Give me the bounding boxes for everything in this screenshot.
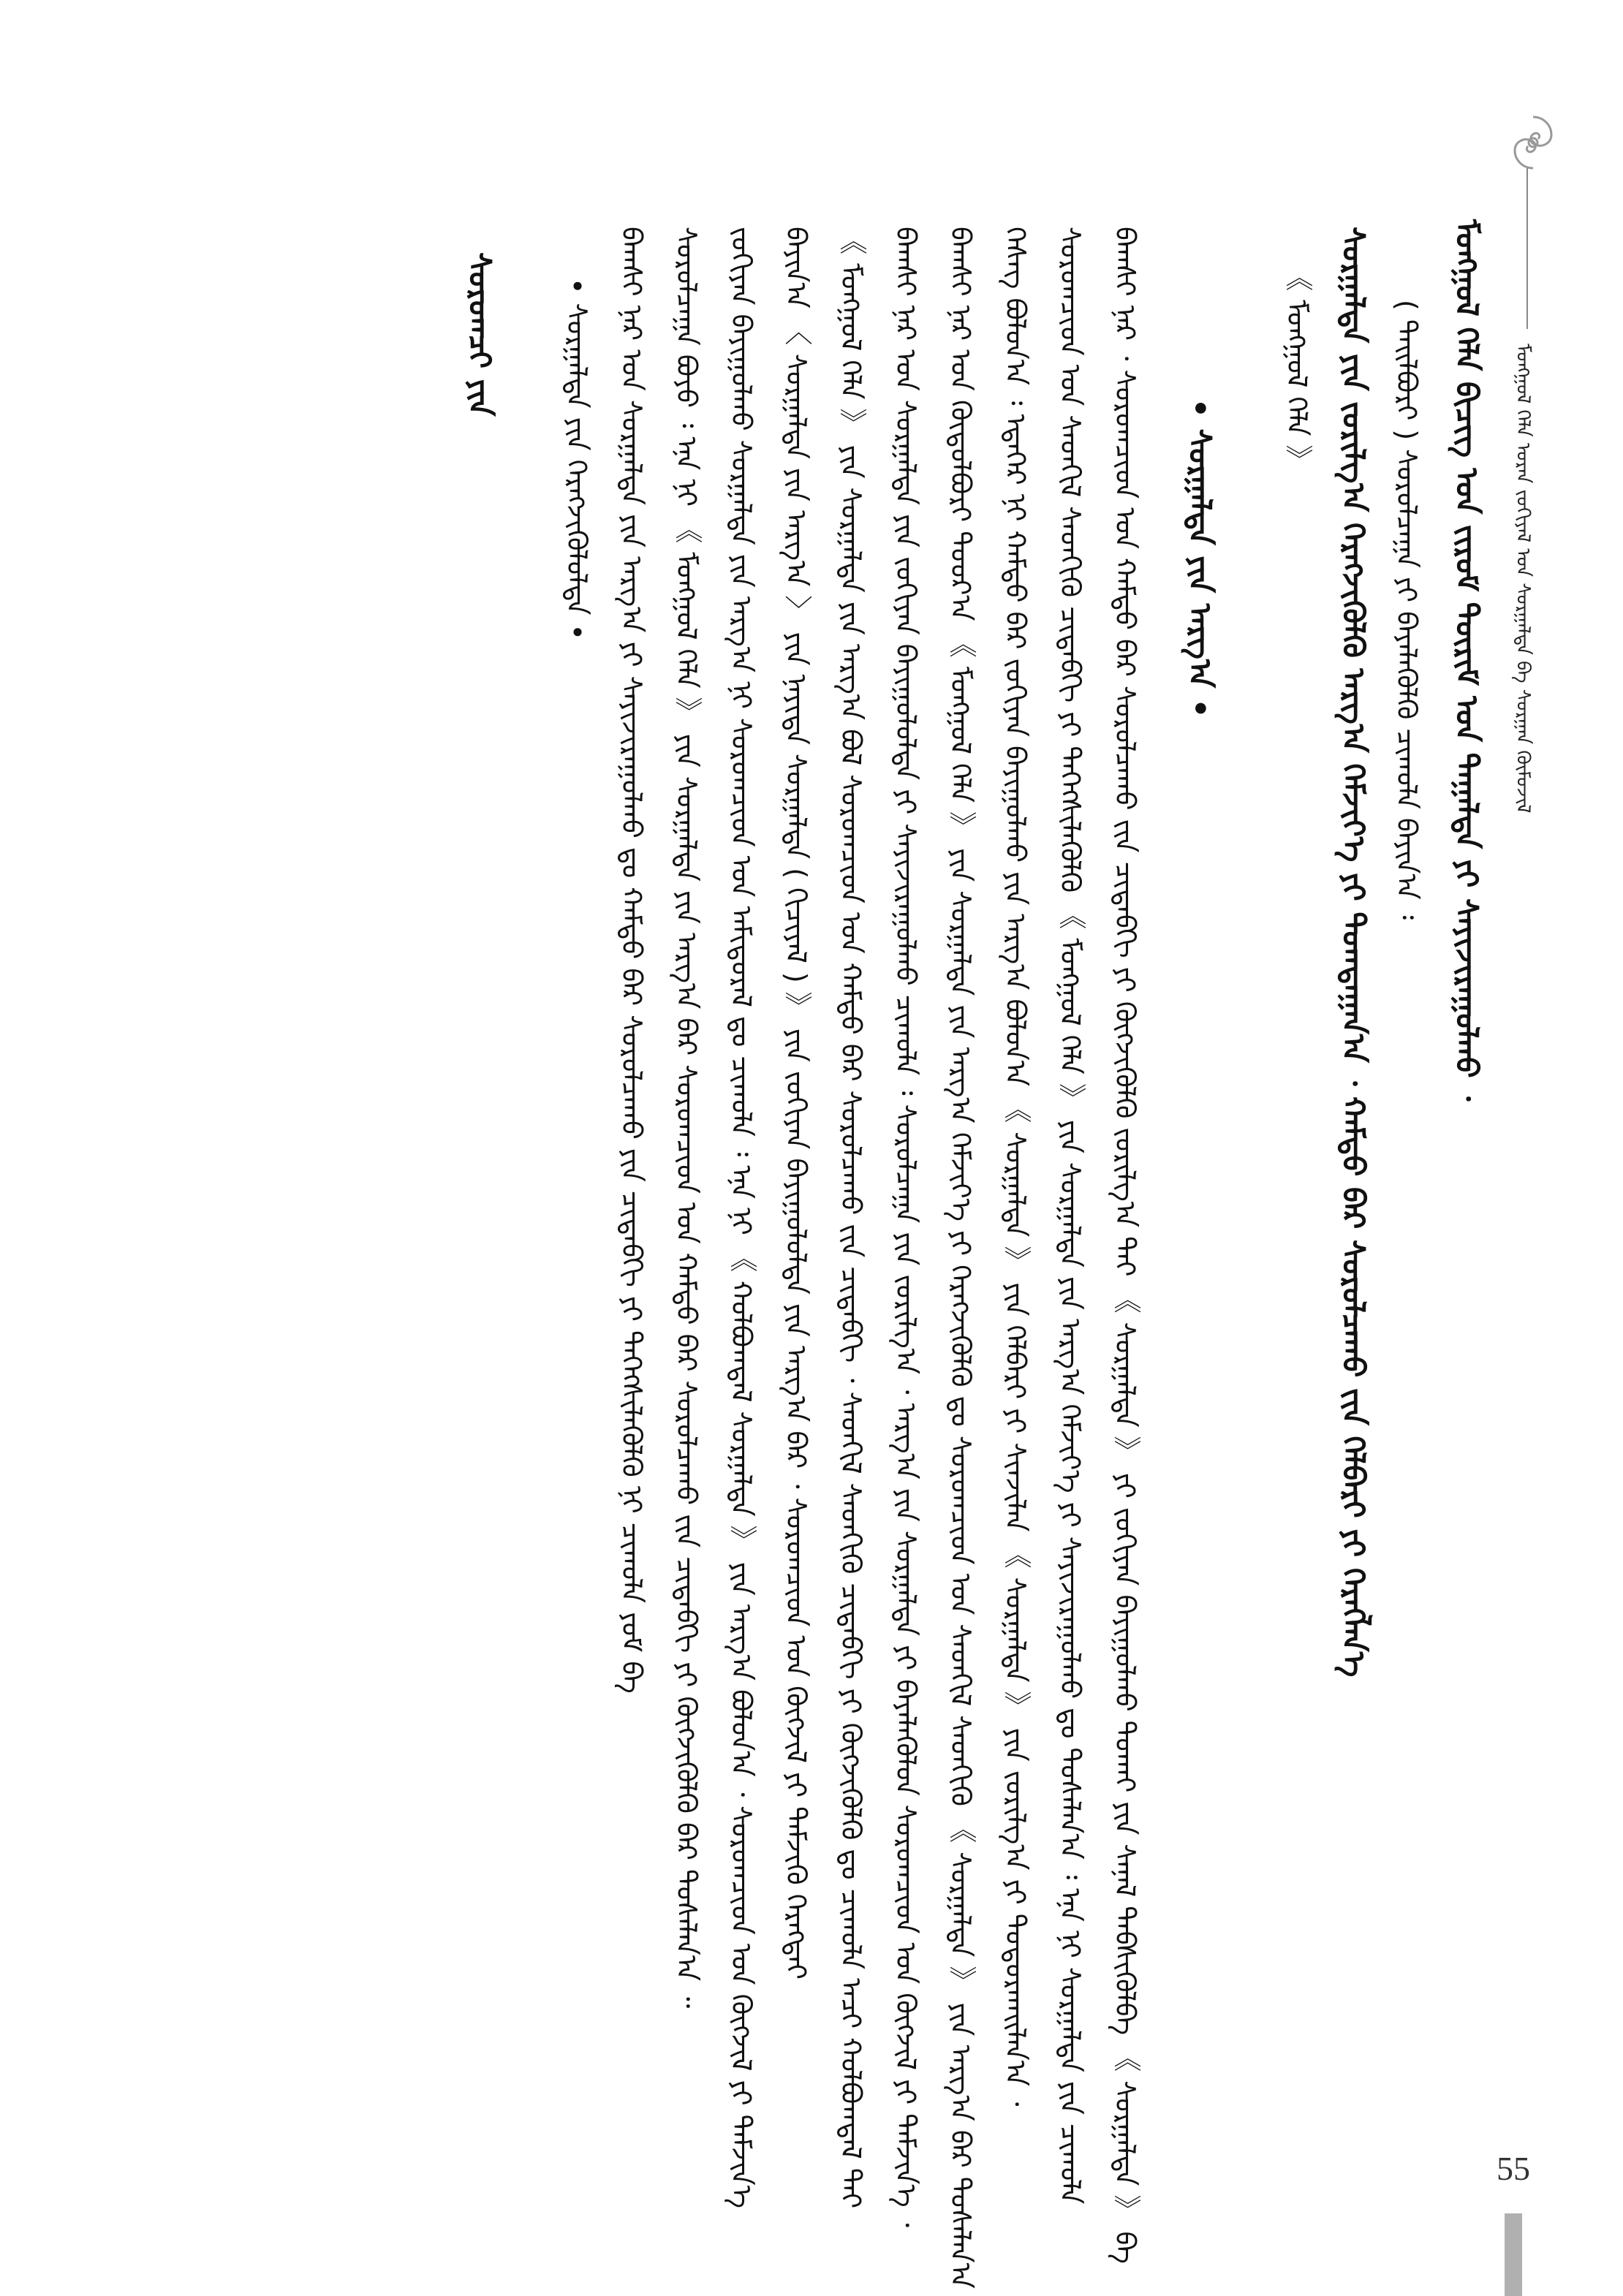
text-column: ( ᠲᠠᠢᠯᠪᠤᠷᠢ ) ᠰᠤᠷᠤᠯᠴᠠᠭᠠ ᠶᠢ ᠪᠡᠶᠡᠯᠡᠭᠦᠯᠬᠦ ᠴᠢᠬᠤᠯᠠ ᠪᠠᠶᠢᠨ᠎ᠠ ᠄ [1391,300,1423,920]
ornament-icon [1500,110,1566,175]
section-heading: • ᠰᠤᠷᠭᠠᠯᠲᠠ ᠶᠢᠨ ᠠᠷᠭ᠎ᠠ • [1182,398,1218,719]
text-column: ᠰᠤᠷᠭᠠᠯᠲᠠ ᠶᠢᠨ ᠵᠣᠷᠢᠯᠭ᠎ᠠ ᠬᠡᠷᠡᠭᠵᠢᠭᠦᠯᠬᠦ ᠠᠷᠭ᠎ᠠ ᠬᠡᠮᠵᠢᠶ᠎ᠡ ᠶᠢ ᠲᠣᠭᠲᠠᠭᠠᠨ᠎ᠠ ᠂ ᠬᠠᠮᠲᠤ ᠪᠠᠷ ᠰᠤᠷᠤᠯᠴᠠᠬᠤ ᠵᠢᠨ ᠬᠡᠯᠪᠡᠷᠢ ᠶᠢ ᠬᠡᠷᠡᠭᠯᠡᠨ᠎ᠡ [1336,227,1372,1678]
text-column: ᠪᠠᠭᠰᠢ ᠨᠠᠷ ᠂ ᠰᠤᠷᠤᠭᠴᠢᠳ ᠤᠨ ᠬᠠᠮᠲᠤ ᠪᠠᠷ ᠰᠤᠷᠤᠯᠴᠠᠬᠤ ᠵᠢᠨ ᠴᠢᠳᠠᠪᠬᠢ ᠶᠢ ᠬᠥᠭᠵᠢᠭᠦᠯᠬᠦ ᠵᠣᠷᠢᠯᠭ᠎ᠠ ᠲᠠᠢ 《 ᠰᠤᠷᠭᠠᠯᠲᠠ 》 ᠶᠢ ᠵᠣᠬᠢᠶᠠᠨ ᠪᠠᠶᠢᠭᠤᠯᠬᠤ ᠲᠤᠬᠠᠢ ᠶᠢᠨ ᠰᠠᠨᠠᠯ ᠳᠡᠪᠰᠢᠭᠦᠯᠪᠡ 《 ᠰᠤᠷᠭᠠᠯᠲᠠ 》 ᠪᠠ [1109,227,1141,2264]
text-column: • ᠰᠤᠷᠭᠠᠯᠲᠠ ᠶᠢᠨ ᠬᠡᠷᠡᠭᠵᠢᠭᠦᠯᠦᠯᠲᠡ • [561,278,593,640]
text-column: ᠵᠣᠬᠢᠶᠠᠨ ᠪᠠᠶᠢᠭᠤᠯᠬᠤ ᠰᠤᠷᠭᠠᠯᠲᠠ ᠶᠢᠨ ᠠᠷᠭ᠎ᠠ ᠨᠢ ᠰᠤᠷᠤᠭᠴᠢᠳ ᠤᠨ ᠠᠮᠢᠳᠤᠷᠠᠯ ᠳᠤ ᠴᠢᠬᠤᠯᠠ ᠄ ᠡᠨᠡ ᠨᠢ 《 ᠬᠣᠯᠪᠣᠭᠳᠠᠯ ᠰᠤᠷᠭᠠᠯᠲᠠ 》 ᠶᠢᠨ ᠠᠷᠭ᠎ᠠ ᠪᠣᠯᠤᠨ᠎ᠠ ᠂ ᠰᠤᠷᠤᠭᠴᠢᠳ ᠤᠨ ᠬᠥᠭᠵᠢᠯ ᠶᠢ ᠳᠡᠮᠵᠢᠨ᠎ᠡ [725,227,757,2209]
text-column: 《 ᠮᠣᠩᠭᠣᠯ ᠬᠡᠯᠡ 》 [1281,263,1313,473]
text-column: 《 ᠮᠣᠩᠭᠣᠯ ᠬᠡᠯᠡ 》 ᠶᠢᠨ ᠰᠤᠷᠭᠠᠯᠲᠠ ᠶᠢᠨ ᠠᠷᠭ᠎ᠠ ᠪᠣᠯ ᠰᠤᠷᠤᠭᠴᠢᠳ ᠤᠨ ᠬᠠᠮᠲᠤ ᠪᠠᠷ ᠰᠤᠷᠤᠯᠴᠠᠬᠤ ᠵᠢᠨ ᠴᠢᠳᠠᠪᠬᠢ ᠂ ᠰᠡᠳᠭᠢᠯ ᠰᠡᠳᠬᠢᠬᠦ ᠴᠢᠳᠠᠪᠬᠢ ᠶᠢ ᠬᠥᠭᠵᠢᠭᠦᠯᠬᠦ ᠳᠤ ᠴᠢᠬᠤᠯᠠ ᠠᠴᠢ ᠬᠣᠯᠪᠣᠭᠳᠠᠯ ᠲᠠᠢ [835,227,867,2209]
text-column: ᠰᠤᠷᠤᠯᠴᠠᠭᠠ ᠪᠤᠶᠤ ᠄ ᠡᠨᠡ ᠨᠢ 《 ᠮᠣᠩᠭᠣᠯ ᠬᠡᠯᠡ 》 ᠶᠢᠨ ᠰᠤᠷᠭᠠᠯᠲᠠ ᠶᠢᠨ ᠠᠷᠭ᠎ᠠ ᠪᠠᠷ ᠰᠤᠷᠤᠭᠴᠢᠳ ᠤᠨ ᠬᠠᠮᠲᠤ ᠪᠠᠷ ᠰᠤᠷᠤᠯᠴᠠᠬᠤ ᠵᠢᠨ ᠴᠢᠳᠠᠪᠬᠢ ᠶᠢ ᠬᠥᠭᠵᠢᠭᠦᠯᠬᠦ ᠪᠠᠷ ᠲᠤᠰᠠᠯᠠᠨ᠎ᠠ ᠃ [670,227,703,2009]
text-column: ᠬᠡᠰᠡᠭ ᠪᠣᠯᠤᠨ᠎ᠠ ᠄ ᠡᠳᠡᠭᠡᠷ ᠨᠢ ᠬᠠᠮᠲᠤ ᠪᠠᠷ ᠵᠣᠬᠢᠶᠠᠨ ᠪᠠᠶᠢᠭᠤᠯᠬᠤ ᠶᠢᠨ ᠠᠷᠭ᠎ᠠ ᠪᠣᠯᠤᠨ᠎ᠠ 《 ᠰᠤᠷᠭᠠᠯᠲᠠ 》 ᠶᠢᠨ ᠬᠡᠯᠪᠡᠷᠢ ᠶᠢ ᠰᠢᠨᠵᠢᠯᠡᠨ 《 ᠰᠤᠷᠭᠠᠯᠲᠠ 》 ᠶᠢᠨ ᠵᠣᠷᠢᠯᠭ᠎ᠠ ᠶᠢ ᠲᠣᠳᠣᠷᠬᠠᠢᠯᠠᠨ᠎ᠠ ᠂ [999,227,1032,2107]
edge-bar [1505,2213,1522,2296]
running-header: ᠮᠣᠩᠭᠣᠯ ᠬᠡᠯᠡ ᠤᠷᠠᠨ ᠵᠣᠬᠢᠶᠠᠯ ᠤᠨ ᠰᠤᠷᠭᠠᠯᠳᠠ ᠪᠠ ᠰᠤᠷᠭᠠᠨ ᠬᠥᠮᠦᠵᠢᠯ [1512,344,1534,814]
page-number: 55 [1497,2150,1530,2187]
heading-line: ᠮᠣᠩᠭᠣᠯ ᠬᠡᠯᠡ ᠪᠢᠴᠢᠭ ᠤᠨ ᠵᠢᠷᠤᠮ ᠳᠦᠷᠢᠮ ᠤᠨ ᠳᠠᠭᠠᠯᠳᠠ ᠶᠢ ᠰᠠᠶᠢᠵᠢᠷᠠᠭᠤᠯᠬᠤ ᠂ [1449,219,1485,1102]
text-column: ᠪᠠᠭᠰᠢ ᠨᠠᠷ ᠤᠨ ᠰᠤᠷᠭᠠᠯᠲᠠ ᠶᠢᠨ ᠠᠷᠭ᠎ᠠ ᠶᠢ ᠰᠠᠶᠢᠵᠢᠷᠠᠭᠤᠯᠬᠤ ᠳᠤ ᠬᠠᠮᠲᠤ ᠪᠠᠷ ᠰᠤᠷᠤᠯᠴᠠᠬᠤ ᠶᠢᠨ ᠴᠢᠳᠠᠪᠬᠢ ᠶᠢ ᠳᠡᠭᠡᠭᠰᠢᠯᠡᠭᠦᠯᠬᠦ ᠨᠢ ᠴᠢᠬᠤᠯᠠ ᠶᠤᠮ ᠪᠠ [616,227,648,1694]
text-column: ᠪᠠᠶᠢᠨ᠎ᠠ 〈 ᠰᠤᠷᠭᠠᠯᠲᠠ ᠶᠢᠨ ᠠᠷᠭ᠎ᠠ 〉 ᠶᠢᠨ ᠨᠡᠶᠢᠲᠡ ᠰᠤᠷᠭᠠᠯᠲᠠ ( ᠬᠢᠴᠢᠶᠡᠯ ) 》 ᠶᠢᠨ ᠵᠣᠬᠢᠶᠠᠨ ᠪᠠᠶᠢᠭᠤᠯᠤᠯᠲᠠ ᠶᠢᠨ ᠠᠷᠭ᠎ᠠ ᠪᠠᠷ ᠂ ᠰᠤᠷᠤᠭᠴᠢᠳ ᠤᠨ ᠬᠥᠭᠵᠢᠯ ᠶᠢ ᠳᠡᠮᠵᠢᠬᠦ ᠬᠡᠷᠡᠭᠲᠡᠢ [780,227,812,1980]
header-rule [1526,168,1528,329]
section-heading: ᠰᠤᠷᠤᠭᠴᠢ ᠶᠢᠨ [462,252,498,417]
text-column: ᠪᠠᠭᠰᠢ ᠨᠠᠷ ᠤᠨ ᠬᠥᠲᠦᠯᠪᠦᠷᠢ ᠳᠣᠣᠷ᠎ᠠ 《 ᠮᠣᠩᠭᠣᠯ ᠬᠡᠯᠡ 》 ᠶᠢᠨ ᠰᠤᠷᠭᠠᠯᠲᠠ ᠶᠢᠨ ᠠᠷᠭ᠎ᠠ ᠬᠡᠮᠵᠢᠶ᠎ᠡ ᠶᠢ ᠬᠡᠷᠡᠭᠵᠢᠭᠦᠯᠬᠦ ᠳᠤ ᠰᠤᠷᠤᠭᠴᠢᠳ ᠤᠨ ᠰᠡᠳᠭᠢᠯ ᠰᠡᠳᠬᠢᠬᠦ 《 ᠰᠤᠷᠭᠠᠯᠲᠠ 》 ᠶᠢᠨ ᠠᠷᠭ᠎ᠠ ᠪᠠᠷ ᠲᠤᠰᠠᠯᠠᠨ᠎ᠠ [945,227,977,2289]
text-column: ᠰᠤᠷᠤᠭᠴᠢᠳ ᠤᠨ ᠰᠡᠳᠭᠢᠯ ᠰᠡᠳᠬᠢᠬᠦ ᠴᠢᠳᠠᠪᠬᠢ ᠶᠢ ᠳᠡᠭᠡᠭᠰᠢᠯᠡᠭᠦᠯᠬᠦ 《 ᠮᠣᠩᠭᠣᠯ ᠬᠡᠯᠡ 》 ᠶᠢᠨ ᠰᠤᠷᠭᠠᠯᠲᠠ ᠶᠢᠨ ᠠᠷᠭ᠎ᠠ ᠬᠡᠮᠵᠢᠶ᠎ᠡ ᠶᠢ ᠰᠠᠶᠢᠵᠢᠷᠠᠭᠤᠯᠬᠤ ᠳᠤ ᠲᠤᠰᠠᠯᠠᠨ᠎ᠠ ᠄ ᠡᠨᠡ ᠨᠢ ᠰᠤᠷᠭᠠᠯᠲᠠ ᠶᠢᠨ ᠴᠢᠬᠤᠯᠠ [1054,227,1086,2205]
text-column: ᠪᠠᠭᠰᠢ ᠨᠠᠷ ᠤᠨ ᠰᠤᠷᠭᠠᠯᠲᠠ ᠶᠢᠨ ᠵᠣᠬᠢᠶᠠᠨ ᠪᠠᠶᠢᠭᠤᠯᠤᠯᠲᠠ ᠶᠢ ᠰᠠᠶᠢᠵᠢᠷᠠᠭᠤᠯᠬᠤ ᠴᠢᠬᠤᠯᠠ ᠄ ᠰᠤᠷᠤᠯᠴᠠᠭᠠ ᠶᠢᠨ ᠵᠣᠷᠢᠯᠭ᠎ᠠ ᠂ ᠠᠷᠭ᠎ᠠ ᠶᠢᠨ ᠰᠤᠷᠭᠠᠯᠲᠠ ᠶᠢ ᠪᠡᠶᠡᠯᠡᠭᠦᠯᠦᠨ ᠰᠤᠷᠤᠭᠴᠢᠳ ᠤᠨ ᠬᠥᠭᠵᠢᠯ ᠶᠢ ᠳᠡᠮᠵᠢᠨ᠎ᠡ ᠂ [890,227,922,2228]
signature-line [395,234,424,541]
